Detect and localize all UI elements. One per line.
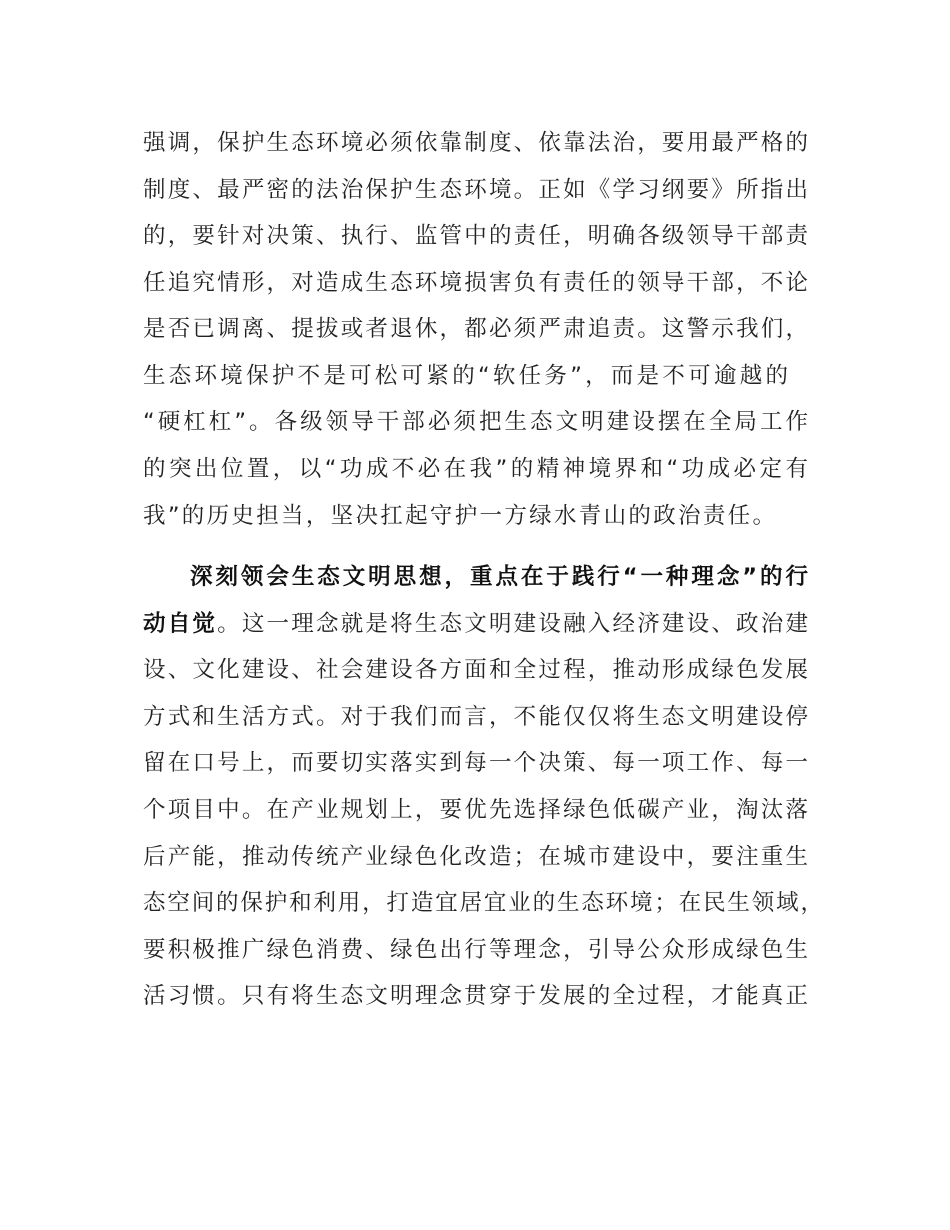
text-line: 是否已调离、提拔或者退休，都必须严肃追责。这警示我们， (143, 316, 808, 342)
text-line: 个项目中。在产业规划上，要优先选择绿色低碳产业，淘汰落 (143, 797, 808, 823)
text-line: 要积极推广绿色消费、绿色出行等理念，引导公众形成绿色生 (143, 937, 808, 963)
text-line: 的突出位置，以“功成不必在我”的精神境界和“功成必定有 (143, 456, 808, 482)
text-line: 生态环境保护不是可松可紧的“软任务”，而是不可逾越的 (143, 363, 788, 389)
text-line: 我”的历史担当，坚决扛起守护一方绿水青山的政治责任。 (143, 503, 775, 529)
paragraph-heading-tail: 动自觉 (143, 611, 218, 637)
text-line: 活习惯。只有将生态文明理念贯穿于发展的全过程，才能真正 (143, 983, 808, 1009)
text-line: 的，要针对决策、执行、监管中的责任，明确各级领导干部责 (143, 223, 808, 249)
text-line: 后产能，推动传统产业绿色化改造；在城市建设中，要注重生 (143, 844, 808, 870)
text-line: 制度、最严密的法治保护生态环境。正如《学习纲要》所指出 (143, 177, 808, 203)
text-line: 态空间的保护和利用，打造宜居宜业的生态环境；在民生领域， (143, 890, 823, 916)
paragraph-heading: 深刻领会生态文明思想，重点在于践行“一种理念”的行 (190, 564, 808, 590)
text-line: 方式和生活方式。对于我们而言，不能仅仅将生态文明建设停 (143, 704, 808, 730)
text-line: “硬杠杠”。各级领导干部必须把生态文明建设摆在全局工作 (143, 409, 808, 435)
text-line: 留在口号上，而要切实落实到每一个决策、每一项工作、每一 (143, 750, 808, 776)
text-line: 设、文化建设、社会建设各方面和全过程，推动形成绿色发展 (143, 657, 808, 683)
text-segment: 。这一理念就是将生态文明建设融入经济建设、政治建 (217, 611, 808, 637)
text-line: 任追究情形，对造成生态环境损害负有责任的领导干部，不论 (143, 270, 808, 296)
text-line: 强调，保护生态环境必须依靠制度、依靠法治，要用最严格的 (143, 130, 808, 156)
text-line (143, 609, 808, 639)
